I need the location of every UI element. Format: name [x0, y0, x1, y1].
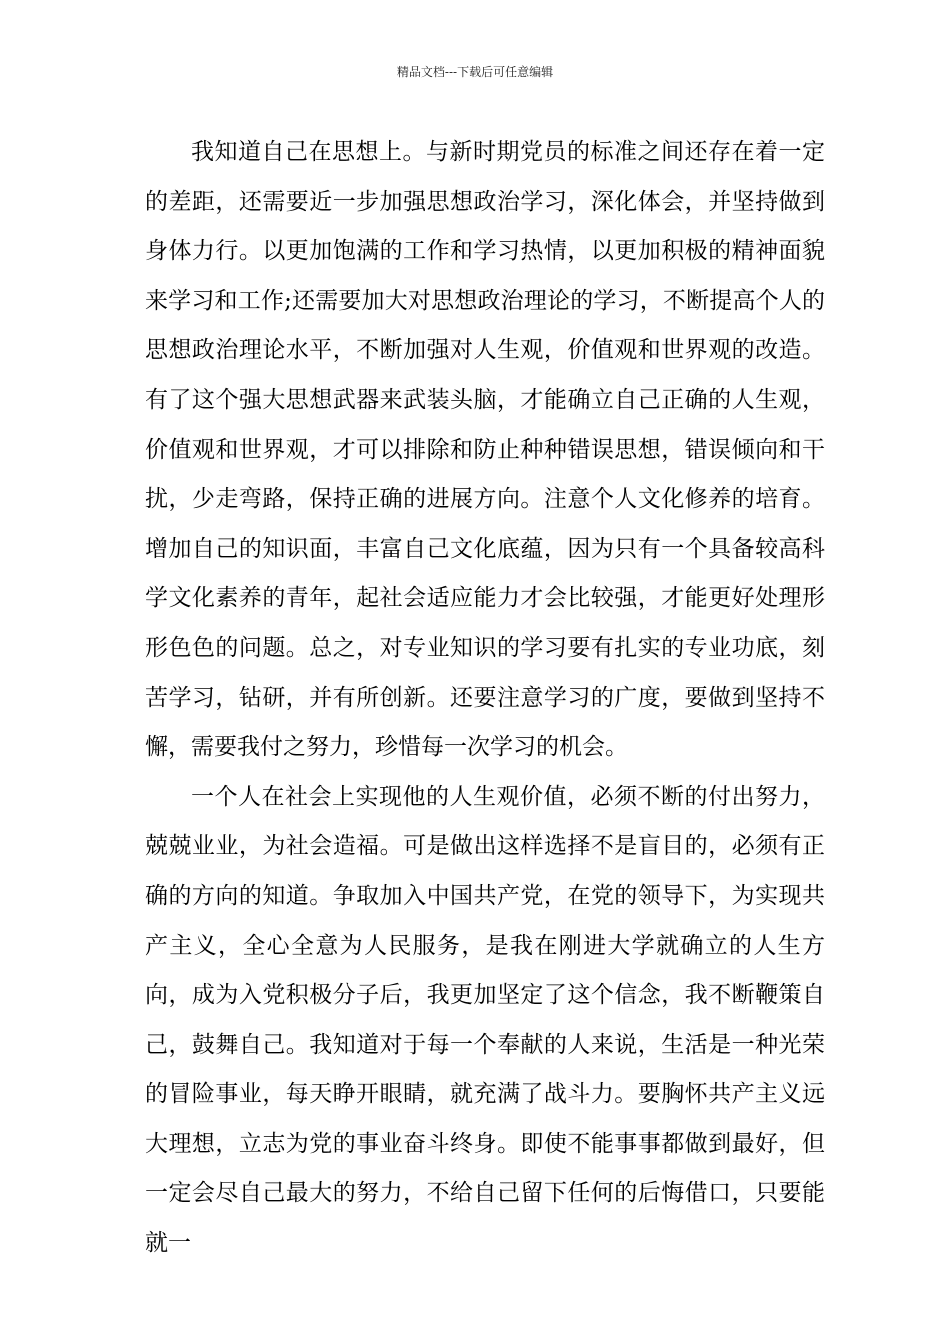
body-paragraph-2: 一个人在社会上实现他的人生观价值，必须不断的付出努力，兢兢业业，为社会造福。可是做出这样选择不是盲目的，必须有正确的方向的知道。争取加入中国共产党，在党的领导下，为实现共产主义，全心全意为人民服务，是我在刚进大学就确立的人生方向，成为入党积极分子后，我更加坚定了这个信念，我不断鞭策自己，鼓舞自己。我知道对于每一个奉献的人来说，生活是一种光荣的冒险事业，每天睁开眼睛，就充满了战斗力。要胸怀共产主义远大理想，立志为党的事业奋斗终身。即使不能事事都做到最好，但一定会尽自己最大的努力，不给自己留下任何的后悔借口，只要能就一 — [145, 783, 825, 1257]
body-paragraph-1: 我知道自己在思想上。与新时期党员的标准之间还存在着一定的差距，还需要近一步加强思想政治学习，深化体会，并坚持做到身体力行。以更加饱满的工作和学习热情，以更加积极的精神面貌来学习和工作;还需要加大对思想政治理论的学习，不断提高个人的思想政治理论水平，不断加强对人生观，价值观和世界观的改造。有了这个强大思想武器来武装头脑，才能确立自己正确的人生观，价值观和世界观，才可以排除和防止种种错误思想，错误倾向和干扰，少走弯路，保持正确的进展方向。注意个人文化修养的培育。增加自己的知识面，丰富自己文化底蕴，因为只有一个具备较高科学文化素养的青年，起社会适应能力才会比较强，才能更好处理形形色色的问题。总之，对专业知识的学习要有扎实的专业功底，刻苦学习，钻研，并有所创新。还要注意学习的广度，要做到坚持不懈，需要我付之努力，珍惜每一次学习的机会。 — [145, 139, 825, 761]
document-body — [145, 128, 825, 1269]
page-header: 精品文档---下载后可任意编辑 — [396, 65, 554, 79]
